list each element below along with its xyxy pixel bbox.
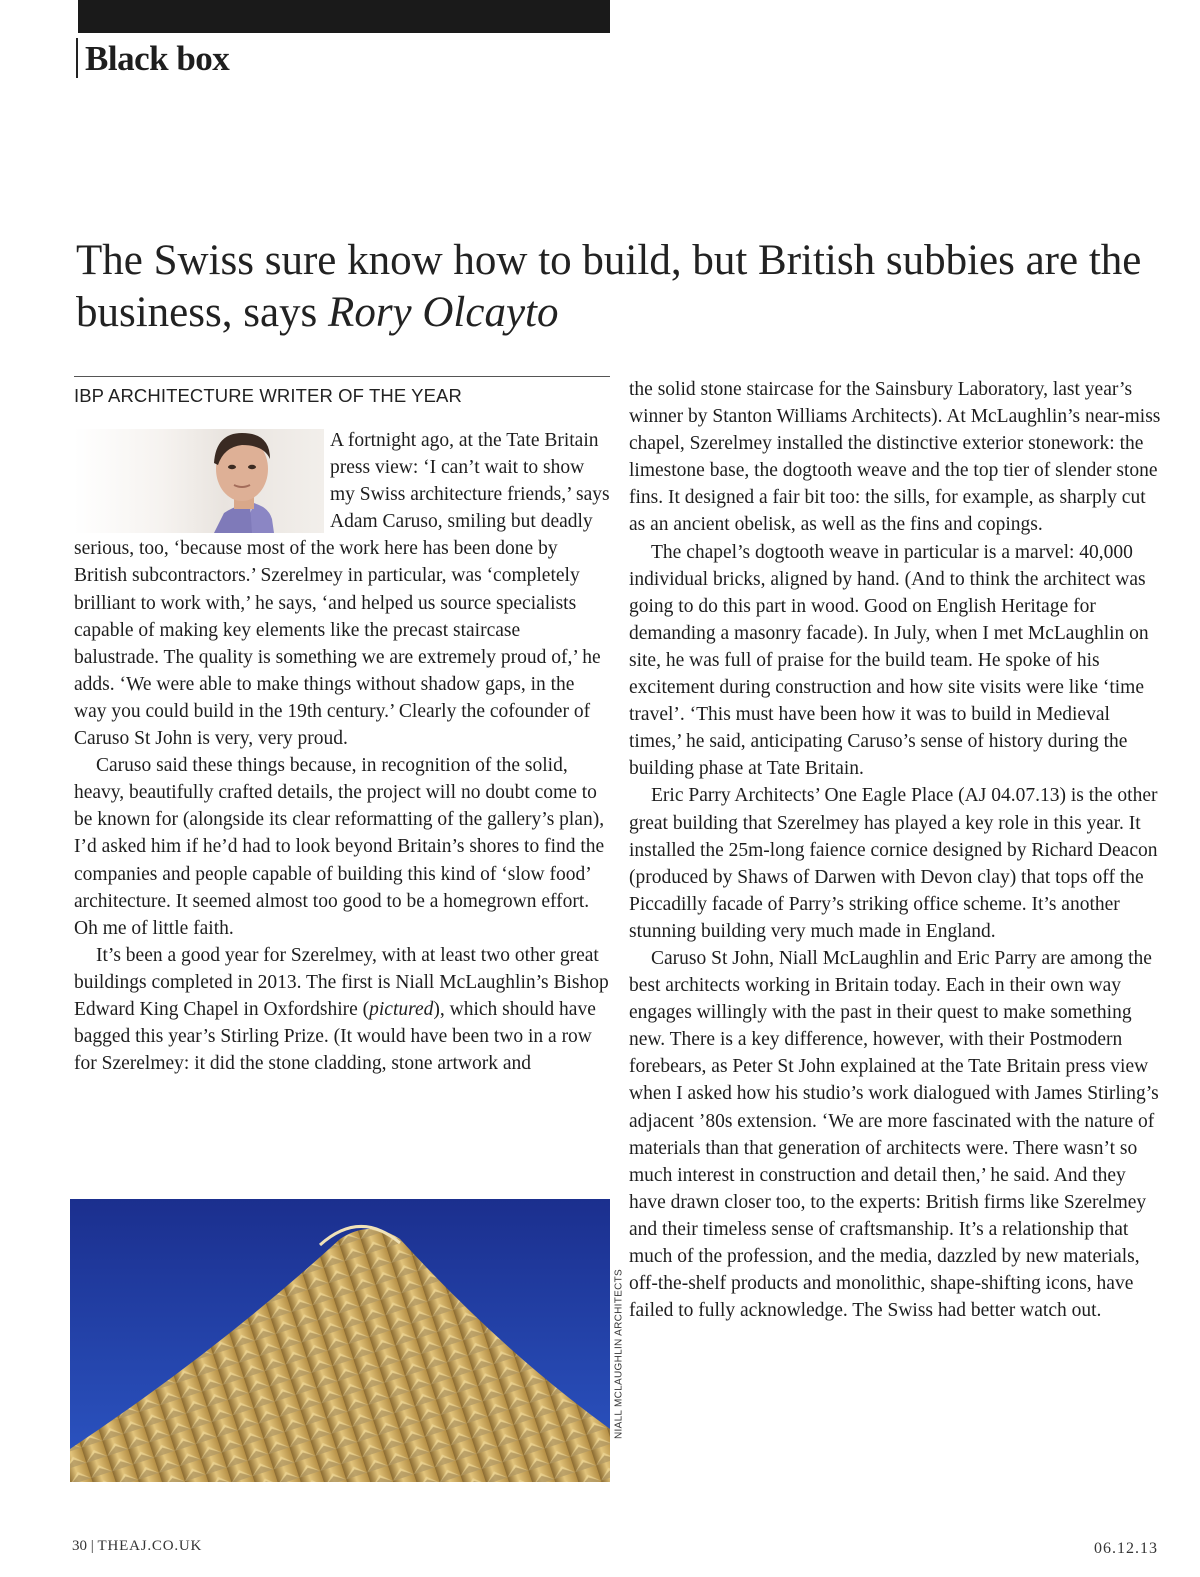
footer-separator: | [90,1538,94,1554]
right-body [629,376,1161,1324]
headline-author: Rory Olcayto [328,289,559,336]
footer-site: THEAJ.CO.UK [97,1538,203,1554]
section-label: Black box [85,39,230,78]
eye-shape [228,465,236,469]
left-column [74,376,610,1077]
paragraph-text-italic: pictured [369,998,434,1020]
paragraph: Caruso St John, Niall McLaughlin and Eric Parry are among the best architects working in Britain today. Each in their own way engages willingly with the past in their quest to make something new. There is a key difference, however, with their Postmodern forebears, as Peter St John explained at the Tate Britain press view when I asked how his studio’s work dialogued with James Stirling’s adjacent ’80s extension. ‘We are more fascinated with the nature of materials than that generation of architects were. There wasn’t so much interest in construction and detail then,’ he said. And they have drawn closer too, to the experts: British firms like Szerelmey and their timeless sense of craftsmanship. It’s a relationship that much of the profession, and the media, dazzled by new materials, off-the-shelf products and monolithic, shape-shifting icons, have failed to fully acknowledge. The Swiss had better watch out. [629,947,1159,1322]
paragraph: the solid stone staircase for the Sainsbury Laboratory, last year’s winner by Stanton Williams Architects). At McLaughlin’s near-miss chapel, Szerelmey installed the distinctive exterior stonework: the limestone base, the dogtooth weave and the top tier of slender stone fins. It designed a fair bit too: the sills, for example, as sharply cut as an ancient obelisk, as well as the fins and copings. [629,379,1161,536]
footer-date: 06.12.13 [1094,1540,1158,1557]
headline [76,235,1156,339]
paragraph [74,942,610,1077]
page-number: 30 [72,1538,87,1554]
paragraph: The chapel’s dogtooth weave in particular is a marvel: 40,000 individual bricks, aligned by hand. (And to think the architect was going to do this part in wood. Good on English Heritage for demanding a masonry facade). In July, when I met McLaughlin on site, he was full of praise for the build team. He spoke of his excitement during construction and how site visits were like ‘time travel’. ‘This must have been how it was to build in Medieval times,’ he said, anticipating Caruso’s sense of history during the building phase at Tate Britain. [629,541,1149,780]
section-label-rule [76,38,78,78]
paragraph-text: It’s been a good year for Szerelmey, with at least two other great buildings completed in 2013. The first is Niall McLaughlin’s Bishop Edward King Chapel in Oxfordshire ( [74,944,609,1020]
chapel-illustration [70,1199,610,1482]
kicker: IBP ARCHITECTURE WRITER OF THE YEAR [74,385,462,406]
paragraph-text: A fortnight ago, at the Tate Britain press view: ‘I can’t wait to show my Swiss architecture friends,’ says Adam Caruso, smiling but deadly serious, too, ‘because most of the work here has been done by British subcontractors.’ Szerelmey in particular, was ‘completely brilliant to work with,’ he says, ‘and helped us source specialists capable of making key elements like the precast staircase balustrade. The quality is something we are extremely proud of,’ he adds. ‘We were able to make things without shadow gaps, in the way you could build in the 19th century.’ Clearly the cofounder of Caruso St John is very, very proud. [74,430,610,750]
kicker-rule [74,376,610,377]
chapel-photo [70,1199,610,1482]
paragraph: Caruso said these things because, in recognition of the solid, heavy, beautifully crafted details, the project will no doubt come to be known for (alongside its clear reformatting of the gallery’s plan), I’d asked him if he’d had to look beyond Britain’s shores to find the companies and people capable of building this kind of ‘slow food’ architecture. It seemed almost too good to be a homegrown effort. Oh me of little faith. [74,755,605,939]
eye-shape [248,465,256,469]
photo-credit-text: NIALL MCLAUGHLIN ARCHITECTS [613,1268,625,1439]
paragraph: Eric Parry Architects’ One Eagle Place (AJ 04.07.13) is the other great building that Szerelmey has played a key role in this year. It installed the 25m-long faience cornice designed by Richard Deacon (produced by Shaws of Darwen with Devon clay) that tops off the Piccadilly facade of Parry’s striking office scheme. It’s another stunning building very much made in England. [629,785,1158,942]
paragraph-text: ), which should have bagged this year’s Stirling Prize. (It would have been two in a row for Szerelmey: it did the stone cladding, stone artwork and [74,998,596,1075]
page-footer [72,1538,202,1555]
author-portrait [74,429,324,533]
left-body [74,427,610,1077]
photo-credit [611,1225,627,1482]
portrait-illustration [74,429,324,533]
section-top-bar [78,0,610,33]
right-column [629,376,1161,1324]
headline-text: The Swiss sure know how to build, but British subbies are the business, says [76,237,1142,336]
paragraph [74,427,610,752]
